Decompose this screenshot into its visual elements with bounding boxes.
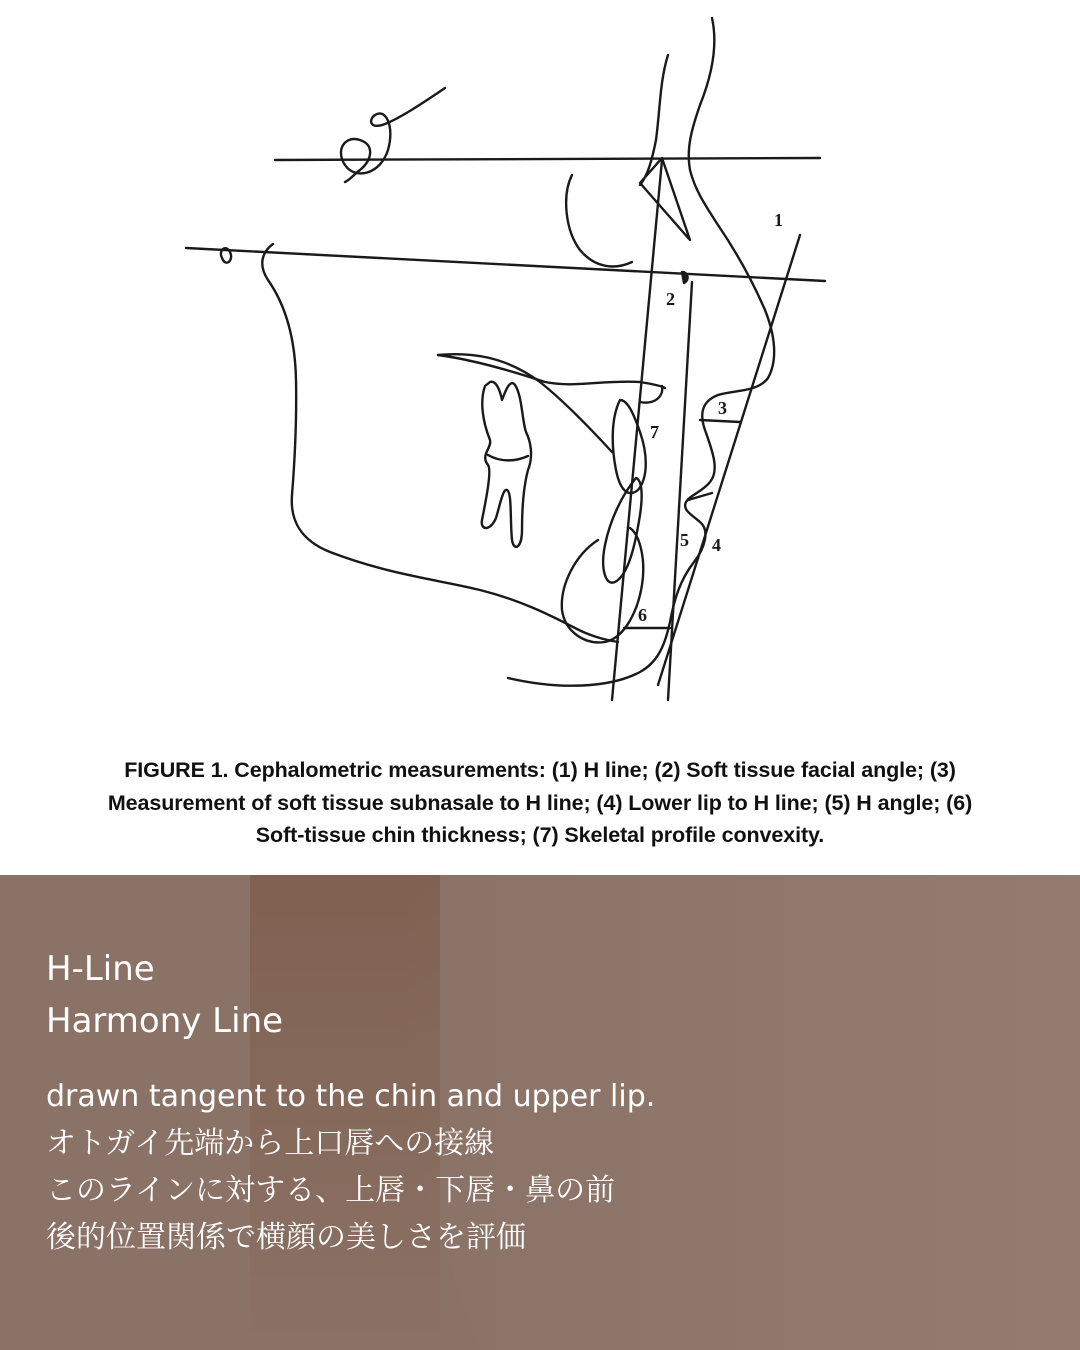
frankfort-lower-line (186, 248, 825, 281)
panel-title-line-1: H-Line (46, 949, 155, 989)
upper-incisor (613, 400, 646, 493)
lower-incisor (603, 478, 641, 583)
caption-line-2: Measurement of soft tissue subnasale to H line; (4) Lower lip to H line; (5) H angle; (6) (107, 790, 973, 815)
symphysis (562, 528, 643, 642)
info-panel (0, 875, 1080, 1350)
palate-lower (438, 355, 665, 388)
orbit-squiggle (341, 88, 445, 182)
figure-caption (0, 754, 1080, 852)
panel-body-line-2: オトガイ先端から上口唇への接線 (46, 1126, 495, 1161)
panel-body-line-4: 後的位置関係で横顔の美しさを評価 (46, 1220, 526, 1255)
caption-line-3: Soft-tissue chin thickness; (7) Skeletal profile convexity. (255, 823, 825, 847)
molar-crown-line (488, 455, 528, 460)
frankfort-upper-line (275, 158, 820, 160)
caption-line-1: FIGURE 1. Cephalometric measurements: (1) H line; (2) Soft tissue facial angle; (3) (124, 758, 956, 782)
label-2: 2 (666, 289, 675, 309)
label-5: 5 (680, 530, 689, 550)
h-line (658, 235, 800, 685)
soft-tissue-facial-line (668, 282, 692, 700)
label-3: 3 (718, 398, 727, 418)
label-1: 1 (774, 210, 783, 230)
panel-body-line-1: drawn tangent to the chin and upper lip. (46, 1079, 656, 1114)
palatal-line (438, 354, 612, 452)
measure-7-arc (640, 386, 662, 403)
panel-body-line-3: このラインに対する、上唇・下唇・鼻の前 (46, 1173, 616, 1208)
panel-title-line-2: Harmony Line (46, 1001, 284, 1041)
label-4: 4 (712, 535, 721, 555)
label-6: 6 (638, 605, 647, 625)
molar-tooth (482, 382, 531, 547)
label-7: 7 (650, 422, 659, 442)
measure-3 (700, 420, 740, 422)
sella-curve (566, 175, 632, 266)
chin-dot (682, 272, 688, 283)
